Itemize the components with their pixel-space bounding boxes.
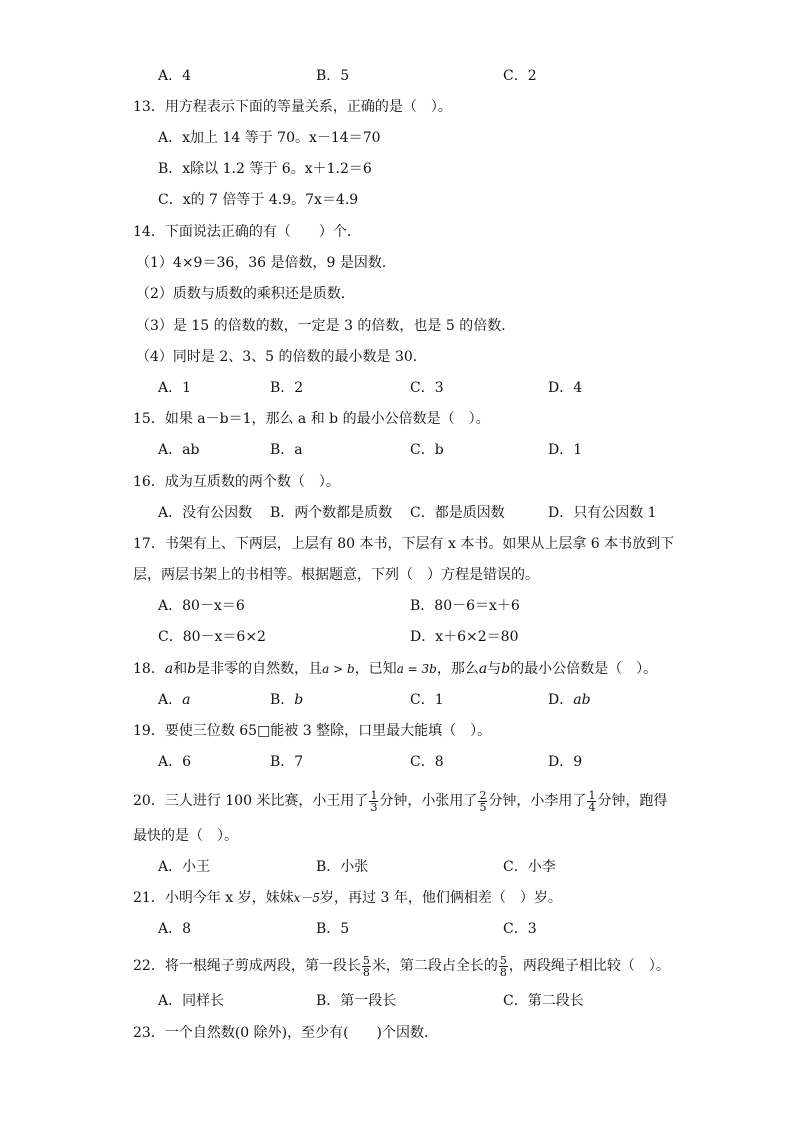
q22-fraction-1: [362, 955, 371, 978]
q20-stem-line2: 最快的是（ ）。: [133, 828, 238, 844]
q19-option-a: A．6: [158, 754, 192, 770]
q21-text-2: 岁，再过 3 年，他们俩相差（ ）岁。: [320, 890, 562, 906]
q20-text-1: 20．三人进行 100 米比赛，小王用了: [133, 793, 369, 809]
q22-option-b: B．第一段长: [316, 993, 397, 1009]
q14-option-c: C．3: [410, 380, 444, 396]
q18-var-b: b: [187, 661, 197, 677]
q16-option-b: B．两个数都是质数: [270, 505, 393, 521]
q17-stem-line1: 17．书架有上、下两层，上层有 80 本书，下层有 x 本书。如果从上层拿 6 本书放到下: [133, 536, 675, 552]
q18-option-c-label: C．: [410, 692, 435, 708]
q20-fraction-3: [587, 790, 596, 813]
q18-option-b: [270, 690, 303, 710]
q19-stem: 19．要使三位数 65□能被 3 整除，口里最大能填（ ）。: [133, 723, 492, 739]
q22-option-c: C．第二段长: [503, 993, 584, 1009]
q14-option-a: A．1: [158, 380, 192, 396]
q19-option-c: C．8: [410, 754, 444, 770]
q13-option-a: A．x加上 14 等于 70。x－14＝70: [158, 130, 381, 146]
q16-option-c: C．都是质因数: [410, 505, 505, 521]
q18-option-c-value: 1: [434, 692, 444, 708]
q16-stem: 16．成为互质数的两个数（ ）。: [133, 474, 340, 490]
q16-option-a: A．没有公因数: [158, 505, 253, 521]
q20-fraction-1: [369, 790, 378, 813]
q18-option-a: [158, 690, 190, 710]
q20-stem-line1: [133, 788, 667, 814]
q20-fraction-2: [478, 790, 487, 813]
q18-stem: [133, 659, 657, 679]
q18-option-a-label: A．: [158, 692, 183, 708]
q22-text-1: 22．将一根绳子剪成两段，第一段长: [133, 958, 361, 974]
q15-option-c: C．b: [410, 442, 444, 458]
q18-text-3: ，那么: [436, 661, 479, 677]
q20-text-3: 分钟，小李用了: [488, 793, 587, 809]
q18-condition: a > b: [322, 662, 355, 676]
q15-option-a: A．ab: [158, 442, 200, 458]
q22-text-3: ，两段绳子相比较（ ）。: [508, 958, 670, 974]
q17-option-c: C．80－x＝6×2: [158, 629, 266, 645]
q18-var-a2: a: [478, 661, 488, 677]
q18-text-1: 是非零的自然数，且: [196, 661, 323, 677]
q20-option-c: C．小李: [503, 859, 556, 875]
q21-text-1: 21．小明今年 x 岁，妹妹: [133, 890, 294, 906]
q14-option-d: D．4: [548, 380, 583, 396]
q14-option-b: B．2: [270, 380, 304, 396]
q17-option-b: B．80－6＝x＋6: [410, 598, 520, 614]
q12-option-c: C．2: [503, 68, 537, 84]
q22-fraction-2-numerator: 5: [499, 953, 507, 967]
q14-statement-2: （2）质数与质数的乘积还是质数．: [136, 286, 355, 302]
q20-fraction-2-denominator: 5: [479, 800, 487, 814]
q18-number: 18．: [133, 661, 165, 677]
q22-stem: [133, 953, 670, 979]
q18-option-d: [548, 690, 591, 710]
q18-var-b2: b: [501, 661, 511, 677]
q17-option-d: D．x＋6×2＝80: [410, 629, 519, 645]
q21-expression: x－5: [293, 891, 321, 905]
q14-statement-3: （3）是 15 的倍数的数，一定是 3 的倍数，也是 5 的倍数．: [136, 318, 516, 334]
q22-fraction-2: [499, 955, 508, 978]
q16-option-d: D．只有公因数 1: [548, 505, 657, 521]
q12-option-b: B．5: [316, 68, 350, 84]
q14-stem: 14．下面说法正确的有（ ）个．: [133, 224, 361, 240]
q18-option-c: [410, 690, 444, 710]
q21-option-b: B．5: [316, 921, 350, 937]
q18-var-a: a: [164, 661, 174, 677]
q15-option-d: D．1: [548, 442, 583, 458]
q22-fraction-1-numerator: 5: [362, 953, 370, 967]
q22-text-2: 米，第二段占全长的: [371, 958, 498, 974]
q14-statement-1: （1）4×9＝36，36 是倍数，9 是因数．: [136, 255, 396, 271]
q18-and: 和: [173, 661, 188, 677]
q20-text-2: 分钟，小张用了: [379, 793, 478, 809]
q18-option-d-label: D．: [548, 692, 574, 708]
q20-option-a: A．小王: [158, 859, 211, 875]
q18-text-2: ，已知: [354, 661, 397, 677]
q15-stem: 15．如果 a－b＝1，那么 a 和 b 的最小公倍数是（ ）。: [133, 411, 490, 427]
q22-fraction-2-denominator: 8: [499, 965, 507, 979]
q20-fraction-3-numerator: 1: [588, 788, 596, 802]
q21-stem: [133, 888, 562, 908]
q18-option-b-label: B．: [270, 692, 295, 708]
q20-fraction-1-numerator: 1: [370, 788, 378, 802]
q14-statement-4: （4）同时是 2、3、5 的倍数的最小数是 30．: [136, 349, 427, 365]
q21-option-c: C．3: [503, 921, 537, 937]
q18-equation: a = 3b: [396, 662, 437, 676]
q22-option-a: A．同样长: [158, 993, 225, 1009]
q17-option-a: A．80－x＝6: [158, 598, 245, 614]
q17-stem-line2: 层，两层书架上的书相等。根据题意，下列（ ）方程是错误的。: [133, 567, 539, 583]
q20-text-4: 分钟，跑得: [597, 793, 668, 809]
q18-option-b-value: b: [294, 692, 304, 708]
q19-option-d: D．9: [548, 754, 583, 770]
q19-option-b: B．7: [270, 754, 304, 770]
q20-option-b: B．小张: [316, 859, 369, 875]
q18-text-end: 的最小公倍数是（ ）。: [510, 661, 658, 677]
q13-stem: 13．用方程表示下面的等量关系，正确的是（ ）。: [133, 99, 452, 115]
q18-option-d-value: ab: [573, 692, 591, 708]
q22-fraction-1-denominator: 8: [362, 965, 370, 979]
q23-stem: 23．一个自然数(0 除外)，至少有( )个因数．: [133, 1025, 439, 1041]
q20-fraction-1-denominator: 3: [370, 800, 378, 814]
q20-fraction-3-denominator: 4: [588, 800, 596, 814]
q18-with: 与: [487, 661, 502, 677]
q18-option-a-value: a: [182, 692, 191, 708]
q15-option-b: B．a: [270, 442, 303, 458]
q13-option-c: C．x的 7 倍等于 4.9。7x＝4.9: [158, 192, 359, 208]
q13-option-b: B．x除以 1.2 等于 6。x＋1.2＝6: [158, 161, 372, 177]
q20-fraction-2-numerator: 2: [479, 788, 487, 802]
q21-option-a: A．8: [158, 921, 192, 937]
q12-option-a: A．4: [158, 68, 192, 84]
